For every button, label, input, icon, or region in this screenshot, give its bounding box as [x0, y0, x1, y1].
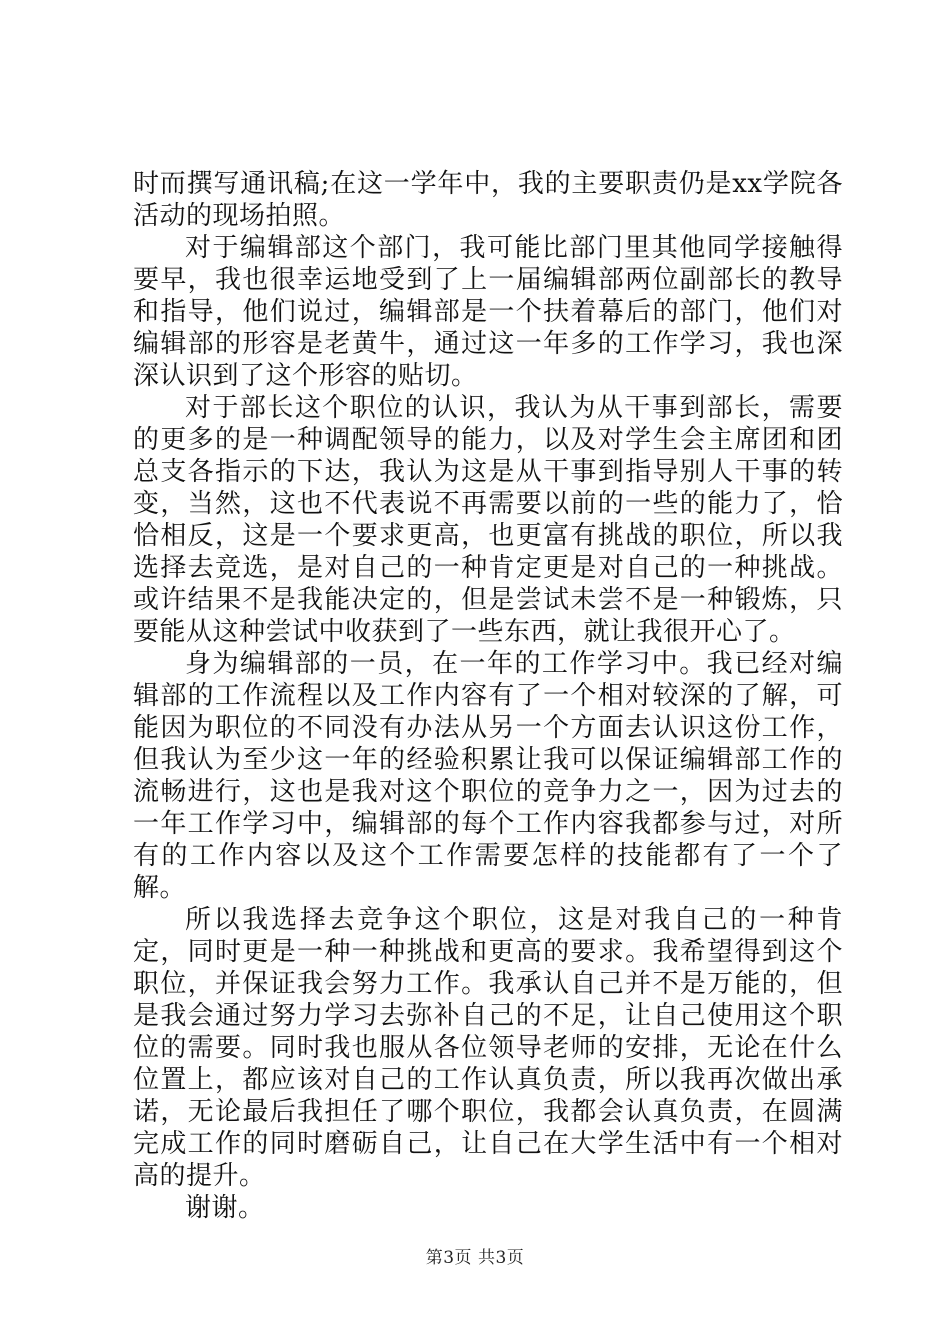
paragraph: 对于编辑部这个部门，我可能比部门里其他同学接触得要早，我也很幸运地受到了上一届编辑部两位副部长的教导和指导，他们说过，编辑部是一个扶着幕后的部门，他们对编辑部的形容是老黄牛，通过这一年多的工作学习，我也深深认识到了这个形容的贴切。	[133, 233, 843, 391]
paragraph: 所以我选择去竞争这个职位，这是对我自己的一种肯定，同时更是一种一种挑战和更高的要求。我希望得到这个职位，并保证我会努力工作。我承认自己并不是万能的，但是我会通过努力学习去弥补自己的不足，让自己使用这个职位的需要。同时我也服从各位领导老师的安排，无论在什么位置上，都应该对自己的工作认真负责，所以我再次做出承诺，无论最后我担任了哪个职位，我都会认真负责，在圆满完成工作的同时磨砺自己，让自己在大学生活中有一个相对高的提升。	[133, 905, 843, 1191]
document-body	[133, 168, 843, 1224]
paragraph: 谢谢。	[185, 1193, 265, 1223]
paragraph: 时而撰写通讯稿;在这一学年中，我的主要职责仍是xx学院各活动的现场拍照。	[133, 169, 843, 231]
paragraph: 对于部长这个职位的认识，我认为从干事到部长，需要的更多的是一种调配领导的能力，以及对学生会主席团和团总支各指示的下达，我认为这是从干事到指导别人干事的转变，当然，这也不代表说不再需要以前的一些的能力了，恰恰相反，这是一个要求更高，也更富有挑战的职位，所以我选择去竞选，是对自己的一种肯定更是对自己的一种挑战。或许结果不是我能决定的，但是尝试未尝不是一种锻炼，只要能从这种尝试中收获到了一些东西，就让我很开心了。	[133, 393, 843, 647]
page-number-footer: 第3页 共3页	[425, 1248, 525, 1268]
paragraph: 身为编辑部的一员，在一年的工作学习中。我已经对编辑部的工作流程以及工作内容有了一个相对较深的了解，可能因为职位的不同没有办法从另一个方面去认识这份工作，但我认为至少这一年的经验积累让我可以保证编辑部工作的流畅进行，这也是我对这个职位的竞争力之一，因为过去的一年工作学习中，编辑部的每个工作内容我都参与过，对所有的工作内容以及这个工作需要怎样的技能都有了一个了解。	[133, 649, 843, 903]
